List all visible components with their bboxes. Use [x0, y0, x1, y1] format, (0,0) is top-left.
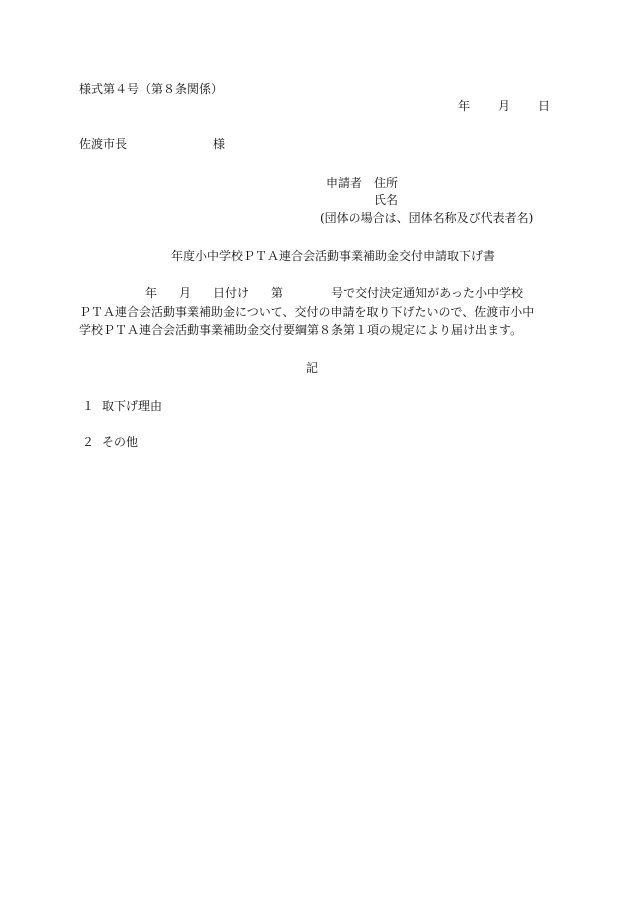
body-row-1	[79, 284, 550, 303]
body-month: 月	[179, 286, 192, 300]
date-year: 年	[458, 99, 471, 113]
applicant-address-line	[326, 176, 398, 190]
body-row-2: ＰＴＡ連合会活動事業補助金について、交付の申請を取り下げたいので、佐渡市小中	[79, 304, 535, 319]
item-2-label: その他	[102, 435, 139, 449]
addressee	[79, 137, 225, 151]
date-line	[458, 99, 550, 113]
body-row-3: 学校ＰＴＡ連合会活動事業補助金交付要綱第８条第１項の規定により届け出ます。	[79, 323, 523, 337]
body-no-prefix: 第	[271, 286, 284, 300]
document-title: 年度小中学校ＰＴＡ連合会活動事業補助金交付申請取下げ書	[171, 249, 496, 263]
applicant-role: 申請者	[326, 176, 363, 190]
date-month: 月	[497, 99, 510, 113]
item-1-label: 取下げ理由	[102, 399, 163, 413]
body-text	[79, 284, 550, 340]
item-1-number: １	[82, 399, 95, 413]
date-day: 日	[537, 99, 550, 113]
item-2-number: ２	[82, 435, 95, 449]
name-label: 氏名	[374, 193, 399, 207]
body-dated: 日付け	[213, 286, 250, 300]
item-2	[82, 435, 138, 449]
address-label: 住所	[374, 176, 399, 190]
applicant-note: (団体の場合は、団体名称及び代表者名)	[320, 211, 534, 225]
addressee-title: 佐渡市長	[79, 137, 128, 151]
body-year: 年	[145, 286, 158, 300]
body-row-1-rest: 号で交付決定通知があった小中学校	[331, 286, 523, 300]
form-number: 様式第４号（第８条関係）	[79, 82, 224, 96]
item-1	[82, 399, 162, 413]
addressee-honorific: 様	[213, 137, 226, 151]
ki-heading: 記	[306, 361, 319, 375]
